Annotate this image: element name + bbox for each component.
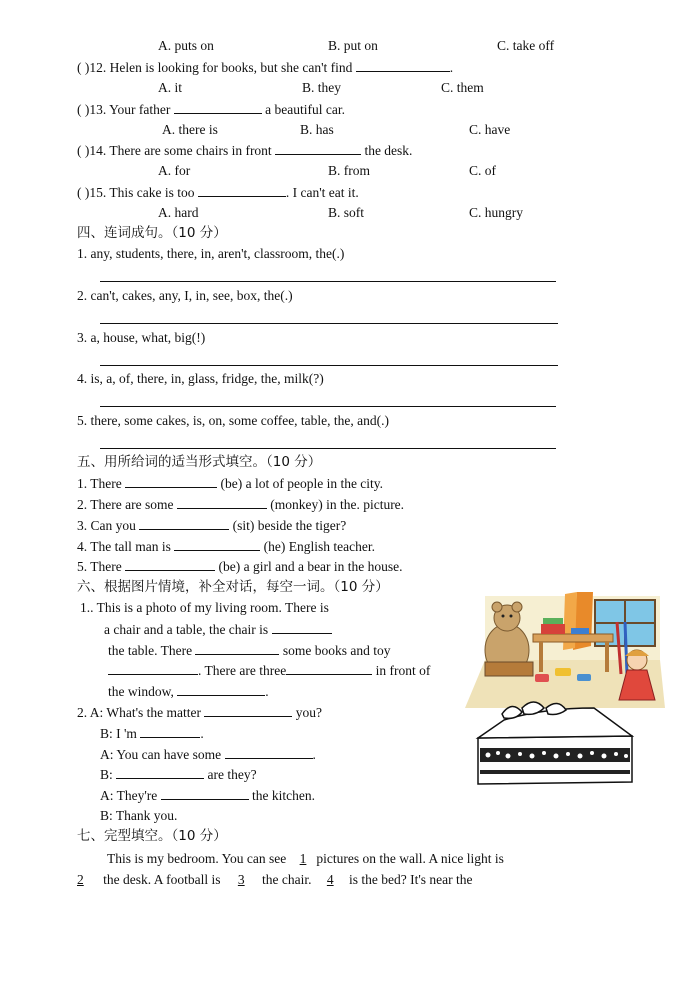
answer-line-2[interactable] (100, 323, 558, 324)
dialogue-1-line-3: the table. There some books and toy (108, 643, 391, 658)
question-13: ( )13. Your father a beautiful car. (77, 102, 345, 117)
answer-paren[interactable]: ( ) (77, 185, 90, 200)
answer-blank[interactable] (198, 184, 286, 197)
answer-line-4[interactable] (100, 406, 556, 407)
dialogue-2-line-1: 2. A: What's the matter you? (77, 705, 323, 720)
dialogue-2-line-2: B: I 'm . (100, 726, 204, 741)
dialogue-2-line-6: B: Thank you. (100, 808, 178, 823)
question-15: ( )15. This cake is too . I can't eat it. (77, 185, 359, 200)
section-4-item-2: 2. can't, cakes, any, I, in, see, box, the(.) (77, 288, 293, 303)
answer-blank[interactable] (116, 766, 204, 779)
q12-option-b: B. they (302, 80, 341, 95)
cloze-blank-3[interactable]: 3 (237, 872, 245, 887)
q14-option-b: B. from (328, 163, 370, 178)
answer-blank[interactable] (272, 621, 332, 634)
section-5-item-1: 1. There (be) a lot of people in the city. (77, 476, 384, 491)
q13-option-a: A. there is (162, 122, 218, 137)
answer-paren[interactable]: ( ) (77, 60, 90, 75)
section-5-item-5: 5. There (be) a girl and a bear in the house. (77, 559, 403, 574)
section-7-title: 七、完型填空。（10 分） (77, 828, 227, 844)
answer-blank[interactable] (125, 558, 215, 571)
q15-option-c: C. hungry (469, 205, 523, 220)
question-12: ( )12. Helen is looking for books, but she can't find . (77, 60, 454, 75)
section-4-item-4: 4. is, a, of, there, in, glass, fridge, the, milk(?) (77, 371, 324, 386)
answer-blank[interactable] (125, 475, 217, 488)
answer-blank[interactable] (177, 496, 267, 509)
section-5-item-2: 2. There are some (monkey) in the. picture. (77, 497, 405, 512)
q12-option-c: C. them (441, 80, 484, 95)
answer-blank[interactable] (174, 101, 262, 114)
section-4-item-1: 1. any, students, there, in, aren't, classroom, the(.) (77, 246, 345, 261)
section-4-item-3: 3. a, house, what, big(!) (77, 330, 206, 345)
q13-option-b: B. has (300, 122, 334, 137)
answer-paren[interactable]: ( ) (77, 102, 90, 117)
q15-option-b: B. soft (328, 205, 365, 220)
answer-blank[interactable] (204, 704, 292, 717)
section-5-title: 五、用所给词的适当形式填空。（10 分） (77, 454, 322, 470)
answer-blank[interactable] (174, 538, 260, 551)
q15-option-a: A. hard (158, 205, 199, 220)
dialogue-1-line-2: a chair and a table, the chair is (104, 621, 332, 638)
q11-option-a: A. puts on (158, 38, 214, 53)
q11-option-b: B. put on (328, 38, 378, 53)
dialogue-2-line-3: A: You can have some . (100, 747, 316, 762)
cloze-line-1: This is my bedroom. You can see 1 pictures on the wall. A nice light is (107, 851, 504, 866)
section-5-item-4: 4. The tall man is (he) English teacher. (77, 539, 375, 554)
answer-blank[interactable] (177, 683, 265, 696)
dialogue-1-line-5: the window, . (108, 684, 269, 699)
q12-option-a: A. it (158, 80, 183, 95)
section-4-item-5: 5. there, some cakes, is, on, some coffee, table, the, and(.) (77, 413, 390, 428)
answer-blank[interactable] (225, 746, 313, 759)
cloze-blank-4[interactable]: 4 (326, 872, 334, 887)
cake-slice-picture (474, 698, 640, 786)
section-6-title: 六、根据图片情境，补全对话，每空一词。（10 分） (77, 579, 389, 595)
answer-blank[interactable] (286, 662, 372, 675)
section-5-item-3: 3. Can you (sit) beside the tiger? (77, 518, 347, 533)
answer-blank[interactable] (140, 725, 200, 738)
living-room-picture (465, 588, 665, 708)
q13-option-c: C. have (469, 122, 511, 137)
dialogue-2-line-4: B: are they? (100, 767, 257, 782)
dialogue-1-line-4: . There are three in front of (108, 662, 430, 679)
table-icon (533, 634, 613, 642)
answer-blank[interactable] (161, 787, 249, 800)
answer-blank[interactable] (139, 517, 229, 530)
answer-paren[interactable]: ( ) (77, 143, 90, 158)
answer-line-3[interactable] (100, 365, 558, 366)
q14-option-c: C. of (469, 163, 496, 178)
answer-blank[interactable] (356, 59, 450, 72)
question-14: ( )14. There are some chairs in front the desk. (77, 143, 413, 158)
section-4-title: 四、连词成句。（10 分） (77, 225, 227, 241)
answer-blank[interactable] (275, 142, 361, 155)
q14-option-a: A. for (158, 163, 191, 178)
cloze-blank-1[interactable]: 1 (299, 851, 307, 866)
cloze-blank-2[interactable]: 2 (77, 872, 84, 887)
cloze-line-2: 2 the desk. A football is 3 the chair. 4 is the bed? It's near the (77, 872, 473, 887)
answer-blank[interactable] (195, 642, 279, 655)
answer-line-5[interactable] (100, 448, 556, 449)
answer-blank[interactable] (108, 662, 198, 675)
dialogue-2-line-5: A: They're the kitchen. (100, 788, 316, 803)
dialogue-1-line-1: 1.. This is a photo of my living room. There is (80, 600, 329, 615)
answer-line-1[interactable] (100, 281, 556, 282)
q11-option-c: C. take off (497, 38, 555, 53)
